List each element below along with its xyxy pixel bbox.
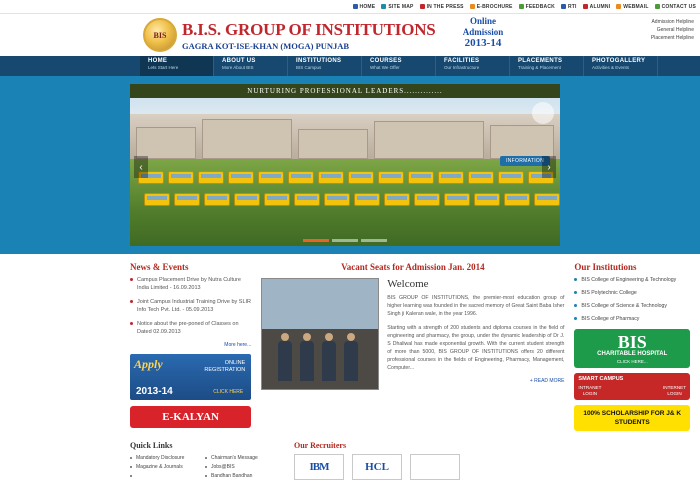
hospital-name: BIS (617, 332, 647, 352)
nav-title: COURSES (370, 58, 402, 64)
utility-item-webmail[interactable] (616, 4, 648, 10)
quick-links-title: Quick Links (130, 441, 173, 450)
alumni-icon (583, 4, 588, 9)
promo-click-here[interactable]: CLICK HERE (213, 389, 244, 395)
promo-year: 2013-14 (136, 386, 173, 397)
utility-item-label: SITE MAP (388, 3, 414, 10)
news-column (130, 262, 251, 431)
nav-sub: Activities & Events (592, 65, 630, 70)
nav-item-courses[interactable] (362, 56, 436, 76)
nav-title: FACILITIES (444, 58, 480, 64)
welcome-paragraph: Starting with a strength of 200 students and diploma courses in the field of engineering and pharmacy, the group, under the dynamic leadership of Dr J. S Dhaliwal has made exponential growth. With the current student strength of more than 5000, BIS GROUP OF INSTITUTIONS offers 20 different professional courses in the fields of Engineering, Pharmacy, Management, Computer... (387, 325, 565, 371)
bottom-row (0, 441, 700, 481)
utility-item-label: ALUMNI (589, 3, 611, 10)
utility-item-home[interactable] (353, 4, 376, 10)
nav-sub: Our Infrastructure (444, 65, 480, 70)
feedback-icon (519, 4, 524, 9)
slider-next-icon[interactable]: › (542, 156, 556, 178)
utility-item-label: RTI (567, 3, 577, 10)
recruiters-section (294, 441, 690, 481)
quick-link[interactable]: Magazine & Journals (130, 463, 205, 472)
nav-item-placements[interactable] (510, 56, 584, 76)
home-icon (353, 4, 358, 9)
information-pill[interactable]: INFORMATION (500, 156, 550, 166)
list-item[interactable]: Campus Placement Drive by Nutra Culture India Limited - 16.09.2013 (130, 276, 251, 292)
hospital-cta[interactable]: CLICK HERE... (616, 359, 648, 364)
online-admission-banner[interactable] (448, 16, 518, 49)
nav-sub: Training & Placement (518, 65, 561, 70)
mail-icon (616, 4, 621, 9)
brochure-icon (470, 4, 475, 9)
promo-lines (204, 360, 245, 374)
nav-title: ABOUT US (222, 58, 256, 64)
quick-link[interactable]: Bandhan Bandhan (205, 472, 280, 481)
nav-item-facilities[interactable] (436, 56, 510, 76)
nav-title: PLACEMENTS (518, 58, 563, 64)
slider-prev-icon[interactable]: ‹ (134, 156, 148, 178)
slider-dot[interactable] (332, 239, 358, 242)
welcome-paragraph: BIS GROUP OF INSTITUTIONS, the premier-most education group of higher learning was founded in the sacred memory of Great Saint Baba Isher Singh ji Kaleran wale, in the year 1996. (387, 295, 565, 317)
hero-band (0, 76, 700, 254)
helplines (651, 18, 694, 42)
slider-dot[interactable] (303, 239, 329, 242)
nav-item-institutions[interactable] (288, 56, 362, 76)
institutions-title: Our Institutions (574, 262, 637, 272)
list-item[interactable]: BIS Polytechnic College (574, 289, 690, 297)
admission-line1: Online (469, 16, 496, 26)
promo-line1: ONLINE (224, 360, 246, 366)
internet-login-button[interactable]: INTERNET LOGIN (663, 385, 686, 396)
utility-item-label: WEBMAIL (623, 3, 649, 10)
building (136, 127, 196, 159)
quick-link[interactable]: Mandatory Disclosure (130, 454, 205, 463)
welcome-heading: Welcome (387, 278, 429, 290)
site-header (0, 14, 700, 56)
vacant-seats-title[interactable]: Vacant Seats for Admission Jan. 2014 (341, 262, 485, 272)
utility-bar (0, 0, 700, 14)
welcome-text-block (387, 278, 564, 390)
main-nav (0, 56, 700, 76)
hero-buildings (130, 114, 560, 159)
quick-link[interactable]: Jobs@BIS (205, 463, 280, 472)
recruiter-logo-blank[interactable] (410, 454, 460, 480)
intranet-login-button[interactable]: INTRANET LOGIN (578, 385, 602, 396)
building (202, 119, 292, 159)
site-title-block (182, 20, 436, 51)
nav-item-about-us[interactable] (214, 56, 288, 76)
list-item[interactable]: BIS College of Engineering & Technology (574, 276, 690, 284)
nav-item-photogallery[interactable] (584, 56, 658, 76)
press-icon (420, 4, 425, 9)
quick-link[interactable]: Chairman's Message (205, 454, 280, 463)
admission-year: 2013-14 (464, 37, 502, 49)
rti-icon (561, 4, 566, 9)
page-subtitle: GAGRA KOT-ISE-KHAN (MOGA) PUNJAB (182, 40, 350, 51)
utility-item-label: E-BROCHURE (476, 3, 513, 10)
utility-item-sitemap[interactable] (381, 4, 413, 10)
nav-sub: What We Offer (370, 65, 400, 70)
recruiter-logos (294, 454, 690, 480)
admission-line2: Admission (462, 27, 504, 37)
utility-item-contact[interactable] (655, 4, 696, 10)
hero-field (130, 159, 560, 246)
nav-item-home[interactable] (140, 56, 214, 76)
news-more-link[interactable]: More here... (224, 342, 252, 348)
e-kalyan-button[interactable]: E-KALYAN (130, 406, 251, 428)
phone-icon (655, 4, 660, 9)
sitemap-icon (381, 4, 386, 9)
charitable-hospital-card[interactable] (574, 329, 690, 368)
smart-campus-title: SMART CAMPUS (578, 376, 624, 382)
news-title: News & Events (130, 262, 189, 272)
hero-slider[interactable] (130, 84, 560, 246)
building (374, 121, 484, 159)
building (298, 129, 368, 159)
institutions-column (574, 262, 690, 431)
nav-sub: Lets Start Here (148, 65, 179, 70)
nav-title: INSTITUTIONS (296, 58, 342, 64)
institutions-list (574, 276, 690, 323)
helpline-placement: Placement Helpline (650, 35, 694, 41)
bus-row (130, 193, 560, 211)
recruiter-logo-hcl[interactable]: HCL (352, 454, 402, 480)
page-title: B.I.S. GROUP OF INSTITUTIONS (182, 19, 436, 39)
utility-item-label: FEEDBACK (525, 3, 555, 10)
news-list (130, 276, 251, 336)
hero-caption: NURTURING PROFESSIONAL LEADERS.............. (130, 84, 560, 98)
nav-sub: More About BIS (222, 65, 254, 70)
utility-item-alumni[interactable] (583, 4, 611, 10)
online-registration-banner[interactable] (130, 354, 251, 400)
scholarship-banner[interactable]: 100% SCHOLARSHIP FOR J& K STUDENTS (574, 405, 690, 431)
read-more-link[interactable]: + READ MORE (529, 378, 565, 384)
content-area (0, 254, 700, 481)
quick-links-section (130, 441, 280, 481)
welcome-row (261, 278, 564, 390)
list-item[interactable]: BIS College of Pharmacy (574, 315, 690, 323)
slider-dot[interactable] (361, 239, 387, 242)
helpline-admission: Admission Helpline (651, 19, 694, 25)
quick-links-grid (130, 454, 280, 481)
list-item[interactable]: Joint Campus Industrial Training Drive by SLIR Info Tech Pvt. Ltd. - 05.09.2013 (130, 298, 251, 314)
utility-item-press[interactable] (420, 4, 464, 10)
hospital-sub: CHARITABLE HOSPITAL (597, 351, 668, 357)
helpline-general: General Helpline (656, 27, 694, 33)
quick-link[interactable] (130, 472, 205, 481)
promo-line2: REGISTRATION (204, 367, 246, 373)
smart-campus-logins (578, 385, 686, 397)
list-item[interactable]: BIS College of Science & Technology (574, 302, 690, 310)
utility-item-brochure[interactable] (470, 4, 513, 10)
utility-item-label: CONTACT US (661, 3, 696, 10)
utility-item-rti[interactable] (561, 4, 577, 10)
recruiter-logo-ibm[interactable]: IBM (294, 454, 344, 480)
nav-title: HOME (148, 58, 168, 64)
logo[interactable]: BIS (143, 18, 177, 52)
utility-item-label: IN THE PRESS (426, 3, 464, 10)
bus-row (130, 171, 560, 189)
nav-title: PHOTOGALLERY (592, 58, 646, 64)
smart-campus-card[interactable] (574, 373, 690, 400)
nav-sub: BIS Campus (296, 65, 322, 70)
utility-item-feedback[interactable] (519, 4, 555, 10)
list-item[interactable]: Notice about the pre-poned of Classes on Dated 02.09.2013 (130, 320, 251, 336)
building (490, 125, 554, 159)
hero-badge-icon (532, 102, 554, 124)
campus-photo (261, 278, 379, 390)
utility-item-label: HOME (359, 3, 376, 10)
promo-word: Apply (134, 357, 163, 371)
photo-sky (262, 279, 378, 329)
slider-pagination[interactable] (130, 239, 560, 242)
main-column (261, 262, 564, 431)
recruiters-title: Our Recruiters (294, 441, 347, 450)
content-columns (0, 262, 700, 431)
